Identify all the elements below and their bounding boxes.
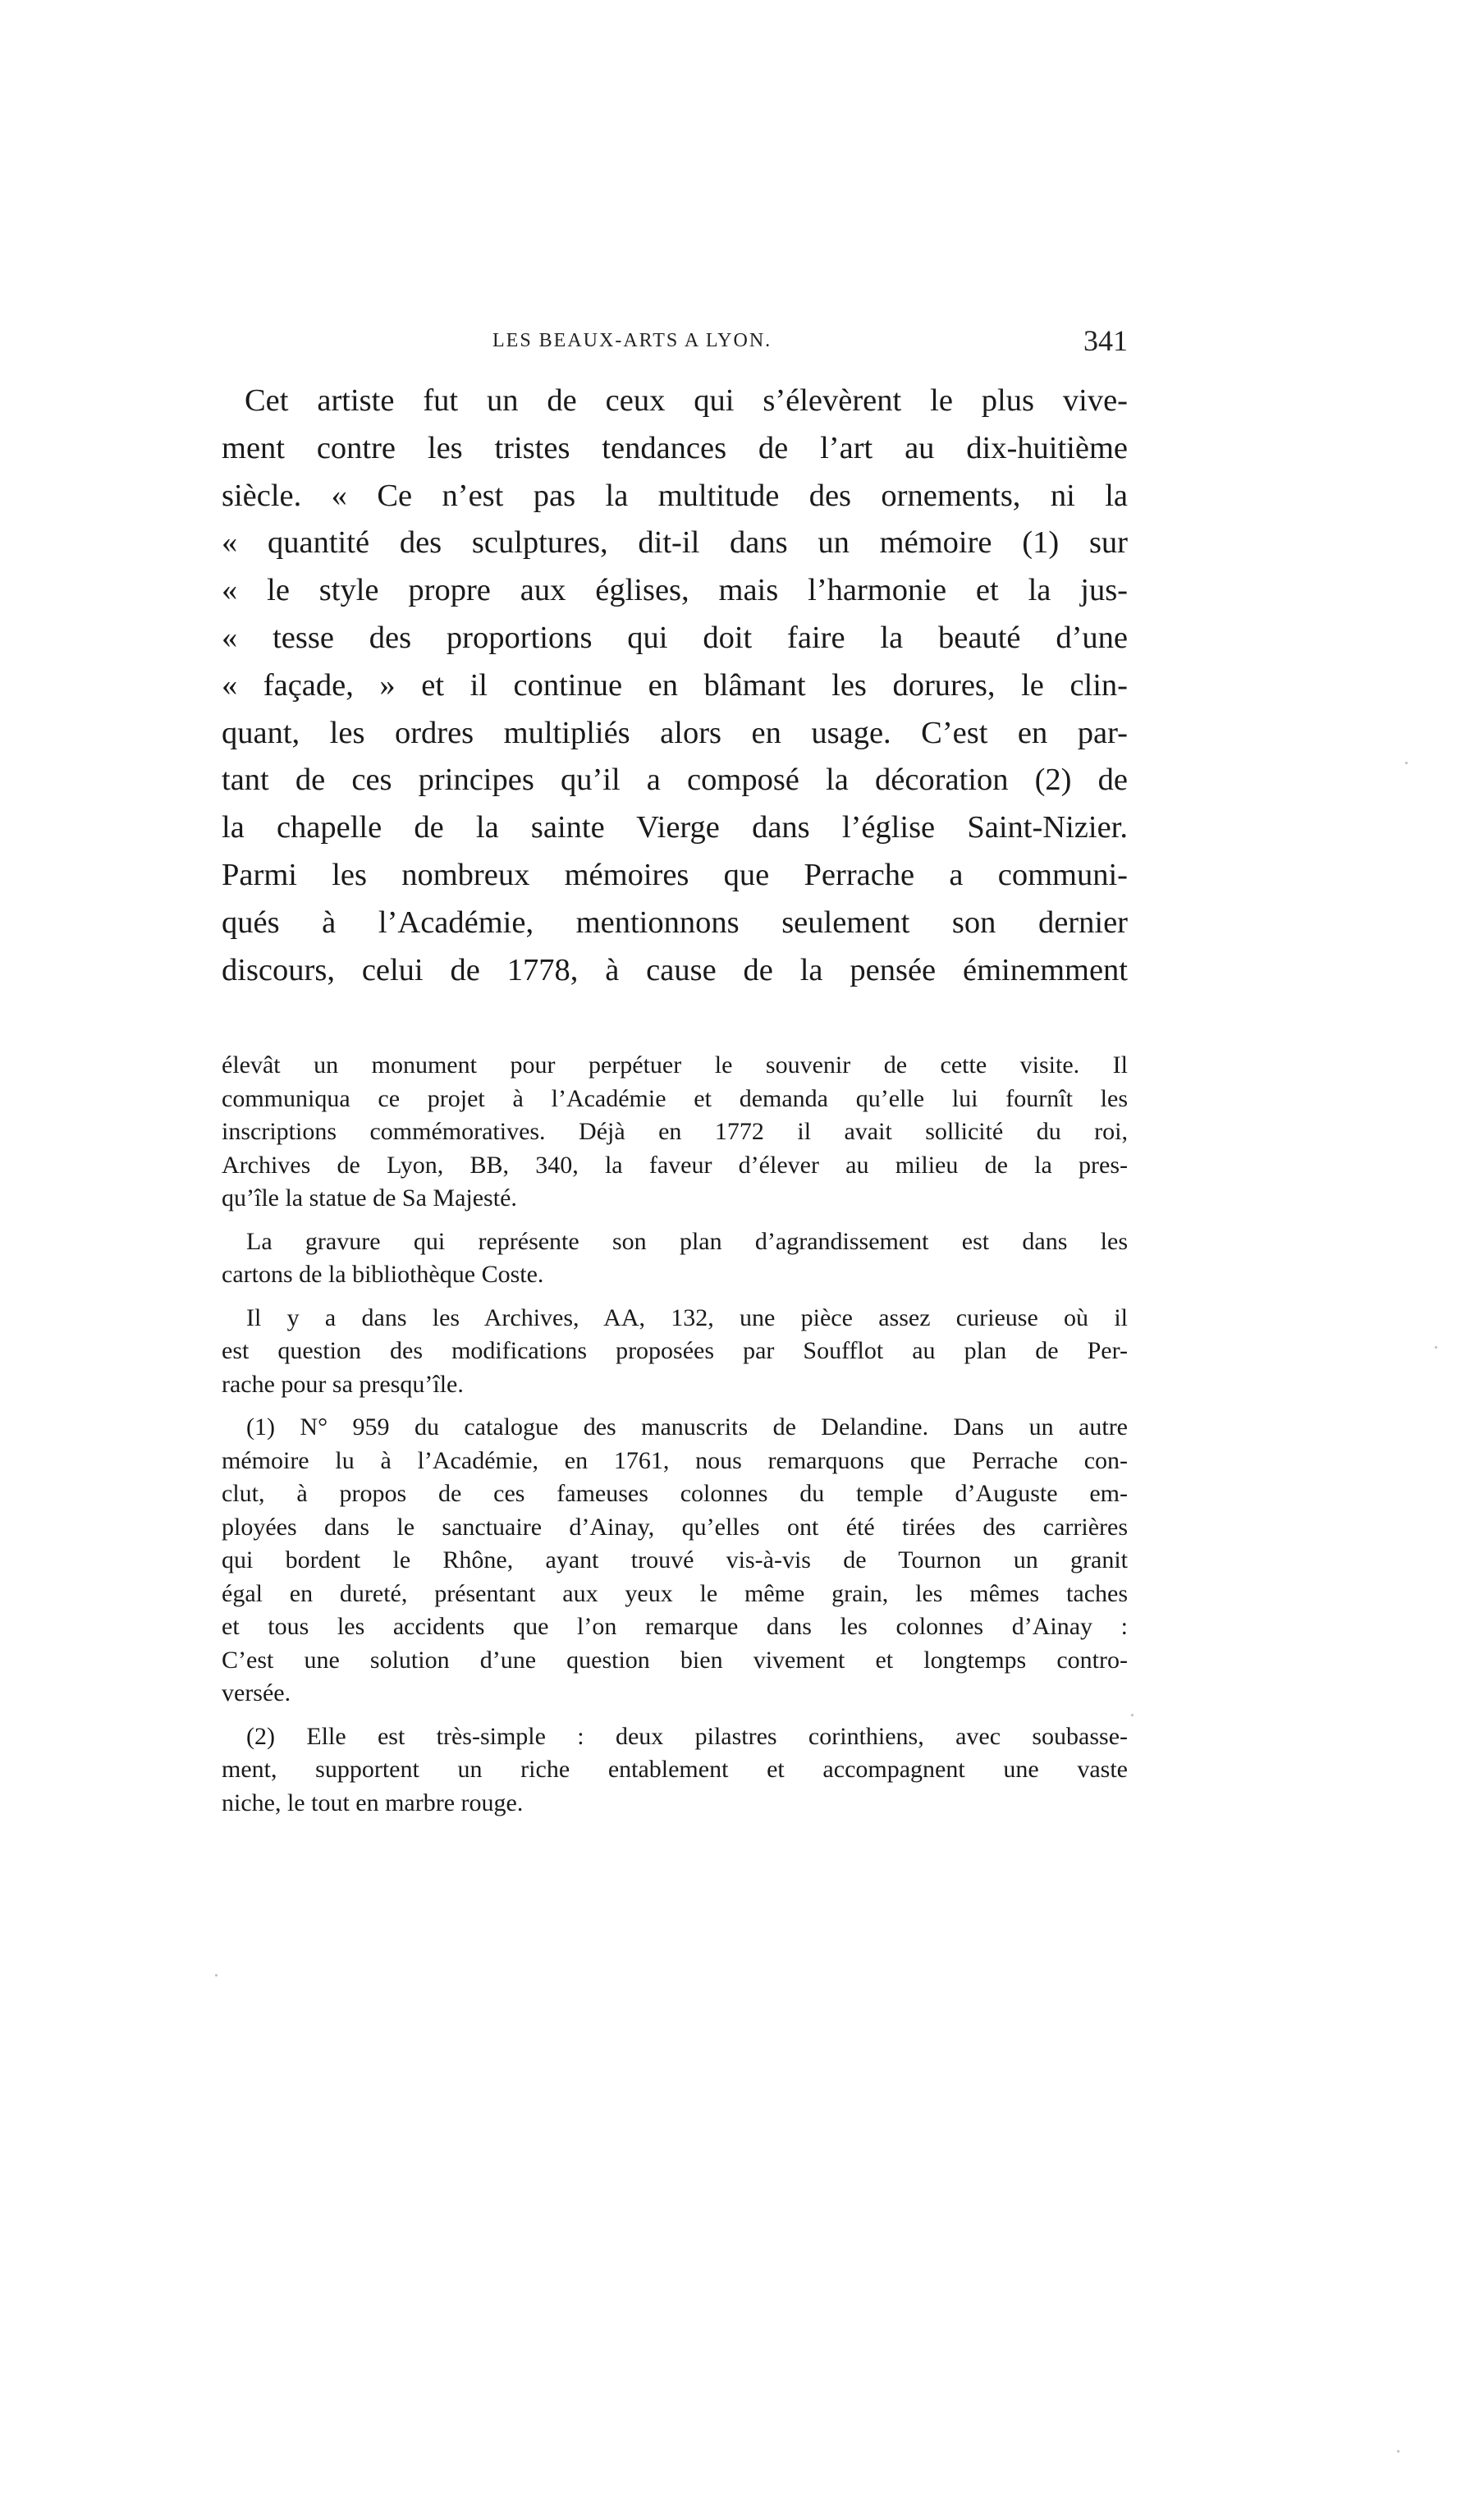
note-line: (2) Elle est très-simple : deux pilastres corinthiens, avec soubasse-	[246, 1722, 1128, 1750]
note-line: rache pour sa presqu’île.	[222, 1370, 464, 1398]
note-line: Il y a dans les Archives, AA, 132, une pièce assez curieuse où il	[246, 1303, 1128, 1331]
note-line: clut, à propos de ces fameuses colonnes du temple d’Auguste em-	[222, 1480, 1128, 1507]
footnote-2	[222, 1720, 1128, 1821]
footnote-archives	[222, 1302, 1128, 1402]
note-line: (1) N° 959 du catalogue des manuscrits de Delandine. Dans un autre	[246, 1413, 1128, 1441]
main-text	[222, 378, 1128, 994]
page-number: 341	[1083, 324, 1128, 357]
note-line: communiqua ce projet à l’Académie et demanda qu’elle lui fournît les	[222, 1084, 1128, 1112]
paper-speck	[1405, 762, 1408, 764]
text-line: « tesse des proportions qui doit faire la beauté d’une	[222, 620, 1128, 655]
paper-speck	[1397, 2450, 1399, 2453]
note-line: et tous les accidents que l’on remarque dans les colonnes d’Ainay :	[222, 1613, 1128, 1640]
footnote-1	[222, 1411, 1128, 1711]
note-line: Archives de Lyon, BB, 340, la faveur d’élever au milieu de la pres-	[222, 1151, 1128, 1179]
text-line: qués à l’Académie, mentionnons seulement son dernier	[222, 905, 1128, 940]
running-title: LES BEAUX-ARTS A LYON.	[492, 330, 772, 351]
note-line: inscriptions commémoratives. Déjà en 1772 il avait sollicité du roi,	[222, 1118, 1128, 1145]
note-line: qui bordent le Rhône, ayant trouvé vis-à-vis de Tournon un granit	[222, 1546, 1128, 1573]
note-line: cartons de la bibliothèque Coste.	[222, 1261, 544, 1288]
note-line: est question des modifications proposées par Soufflot au plan de Per-	[222, 1337, 1128, 1364]
text-line: Cet artiste fut un de ceux qui s’élevèrent le plus vive-	[245, 383, 1128, 418]
text-line: Parmi les nombreux mémoires que Perrache a communi-	[222, 857, 1128, 892]
text-line: ment contre les tristes tendances de l’art au dix-huitième	[222, 430, 1128, 465]
footnotes	[222, 1049, 1128, 1830]
note-line: élevât un monument pour perpétuer le souvenir de cette visite. Il	[222, 1051, 1128, 1079]
note-line: égal en dureté, présentant aux yeux le même grain, les mêmes taches	[222, 1579, 1128, 1607]
paper-speck	[215, 1974, 218, 1977]
note-line: qu’île la statue de Sa Majesté.	[222, 1184, 517, 1212]
text-line: « quantité des sculptures, dit-il dans un mémoire (1) sur	[222, 525, 1128, 561]
note-line: La gravure qui représente son plan d’agrandissement est dans les	[246, 1227, 1128, 1255]
footnote-continuation	[222, 1049, 1128, 1216]
text-line: siècle. « Ce n’est pas la multitude des ornements, ni la	[222, 478, 1128, 513]
note-line: mémoire lu à l’Académie, en 1761, nous remarquons que Perrache con-	[222, 1446, 1128, 1474]
paper-speck	[1131, 1714, 1134, 1716]
note-line: ployées dans le sanctuaire d’Ainay, qu’elles ont été tirées des carrières	[222, 1513, 1128, 1541]
text-line: quant, les ordres multipliés alors en usage. C’est en par-	[222, 715, 1128, 750]
text-line: discours, celui de 1778, à cause de la pensée éminemment	[222, 952, 1128, 987]
footnote-engraving	[222, 1225, 1128, 1292]
text-line: « le style propre aux églises, mais l’harmonie et la jus-	[222, 573, 1128, 608]
note-line: C’est une solution d’une question bien vivement et longtemps contro-	[222, 1646, 1128, 1674]
text-line: la chapelle de la sainte Vierge dans l’église Saint-Nizier.	[222, 810, 1128, 845]
text-line: tant de ces principes qu’il a composé la décoration (2) de	[222, 763, 1128, 798]
note-line: ment, supportent un riche entablement et accompagnent une vaste	[222, 1756, 1128, 1783]
text-line: « façade, » et il continue en blâmant les dorures, le clin-	[222, 667, 1128, 703]
note-line: versée.	[222, 1679, 291, 1706]
paper-speck	[1435, 1346, 1437, 1349]
running-head	[222, 323, 1128, 366]
note-line: niche, le tout en marbre rouge.	[222, 1789, 524, 1816]
